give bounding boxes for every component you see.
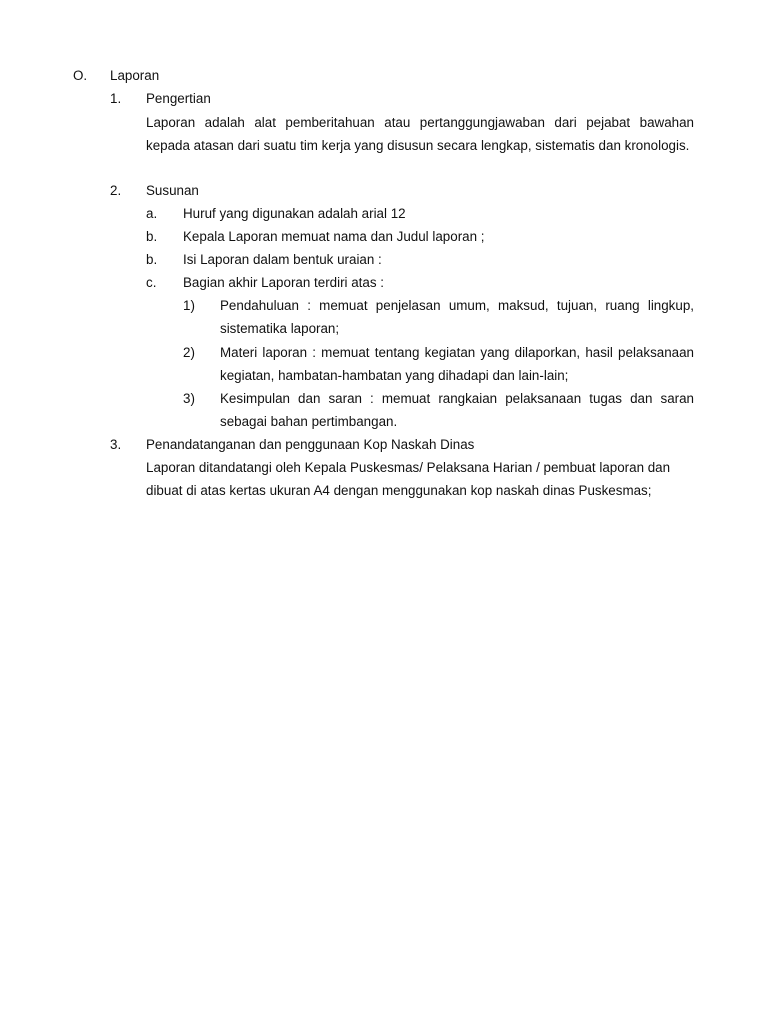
section-marker: O. (73, 68, 88, 83)
item-body: Laporan ditandatangi oleh Kepala Puskesmas/ Pelaksana Harian / pembuat laporan dan dibuat di atas kertas ukuran A4 dengan menggunakan kop naskah dinas Puskesmas; (146, 460, 671, 498)
subitem-marker: a. (146, 206, 158, 221)
subitem-text: Huruf yang digunakan adalah arial 12 (183, 206, 406, 221)
item-title: Susunan (146, 183, 199, 198)
point-marker: 3) (183, 391, 195, 406)
point-text: Pendahuluan : memuat penjelasan umum, maksud, tujuan, ruang lingkup, sistematika laporan; (220, 298, 694, 336)
point-text: Kesimpulan dan saran : memuat rangkaian pelaksanaan tugas dan saran sebagai bahan pertimbangan. (220, 391, 694, 429)
point-marker: 2) (183, 345, 195, 360)
subitem-text: Bagian akhir Laporan terdiri atas : (183, 275, 384, 290)
item-marker: 1. (110, 91, 122, 106)
item-title: Penandatanganan dan penggunaan Kop Naskah Dinas (146, 437, 475, 452)
subitem-marker: b. (146, 229, 158, 244)
point-marker: 1) (183, 298, 195, 313)
subitem-text: Isi Laporan dalam bentuk uraian : (183, 252, 382, 267)
point-text: Materi laporan : memuat tentang kegiatan yang dilaporkan, hasil pelaksanaan kegiatan, hambatan-hambatan yang dihadapi dan lain-lain; (220, 345, 694, 383)
item-marker: 2. (110, 183, 122, 198)
subitem-text: Kepala Laporan memuat nama dan Judul laporan ; (183, 229, 485, 244)
item-marker: 3. (110, 437, 122, 452)
item-body: Laporan adalah alat pemberitahuan atau pertanggungjawaban dari pejabat bawahan kepada atasan dari suatu tim kerja yang disusun secara lengkap, sistematis dan kronologis. (146, 115, 694, 153)
subitem-marker: b. (146, 252, 158, 267)
section-title: Laporan (110, 68, 160, 83)
subitem-marker: c. (146, 275, 157, 290)
item-title: Pengertian (146, 91, 211, 106)
